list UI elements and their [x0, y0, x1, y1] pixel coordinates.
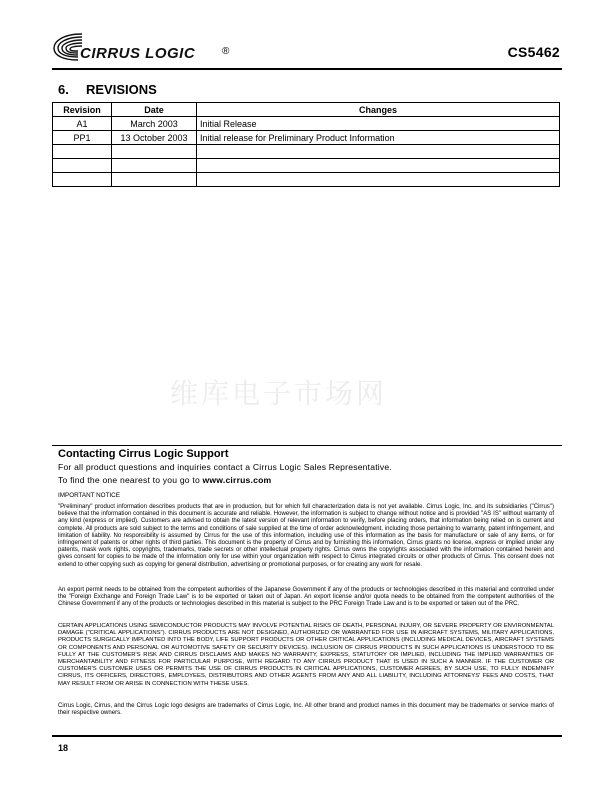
contact-line-2 — [58, 475, 271, 485]
table-header-row — [53, 103, 560, 117]
section-heading: REVISIONS — [86, 82, 157, 97]
changes-cell: Initial release for Preliminary Product Information — [197, 131, 560, 145]
revision-cell: A1 — [53, 117, 112, 131]
page-number: 18 — [58, 743, 69, 753]
table-row — [53, 131, 560, 145]
notice-paragraph-2: An export permit needs to be obtained from the competent authorities of the Japanese Government if any of the products or technologies described in this material and controlled under the "Foreign Exchange and Foreign Trade Law" is to be exported or taken out of Japan. An export license and/or quota needs to be obtained from the competent authorities of the Chinese Government if any of the products or technologies described in this material is subject to the PRC Foreign Trade Law and is to be exported or taken out of the PRC. — [58, 587, 554, 608]
header-rule — [52, 68, 562, 70]
table-row — [53, 145, 560, 159]
section-number: 6. — [58, 82, 69, 97]
contact-line-2-prefix: To find the one nearest to you go to — [58, 475, 203, 485]
watermark: 维库电子市场网 — [170, 377, 388, 410]
changes-cell — [197, 159, 560, 173]
revision-cell: PP1 — [53, 131, 112, 145]
contact-rule — [52, 445, 562, 446]
changes-cell — [197, 173, 560, 187]
date-cell — [112, 159, 197, 173]
date-cell — [112, 173, 197, 187]
contact-heading: Contacting Cirrus Logic Support — [58, 448, 229, 460]
table-row — [53, 117, 560, 131]
contact-line-1: For all product questions and inquiries contact a Cirrus Logic Sales Representative. — [58, 462, 392, 472]
column-header: Date — [112, 103, 197, 117]
registered-mark: ® — [222, 46, 230, 57]
column-header: Revision — [53, 103, 112, 117]
revision-cell — [53, 159, 112, 173]
revision-cell — [53, 173, 112, 187]
section-title — [58, 82, 157, 97]
logo-text: CIRRUS LOGIC — [80, 45, 196, 62]
notice-paragraph-1: "Preliminary" product information describes products that are in production, but for which full characterization data is not yet available. Cirrus Logic, Inc. and its subsidiaries ("Cirrus") believe that the information contained in this document is accurate and reliable. However, the information is subject to change without notice and is provided "AS IS" without warranty of any kind (express or implied). Customers are advised to obtain the latest version of relevant information to verify, before placing orders, that information being relied on is current and complete. All products are sold subject to the terms and conditions of sale supplied at the time of order acknowledgment, including those pertaining to warranty, patent infringement, and limitation of liability. No responsibility is assumed by Cirrus for the use of this information, including use of this information as the basis for manufacture or sale of any items, or for infringement of patents or other rights of third parties. This document is the property of Cirrus and by furnishing this information, Cirrus grants no license, express or implied under any patents, mask work rights, copyrights, trademarks, trade secrets or other intellectual property rights. Cirrus owns the copyrights associated with the information contained herein and gives consent for copies to be made of the information only for use within your organization with respect to Cirrus integrated circuits or other products of Cirrus. This consent does not extend to other copying such as copying for general distribution, advertising or promotional purposes, or for creating any work for resale. — [58, 504, 554, 568]
revision-cell — [53, 145, 112, 159]
changes-cell: Initial Release — [197, 117, 560, 131]
website-link[interactable]: www.cirrus.com — [202, 475, 272, 485]
table-row — [53, 159, 560, 173]
part-number: CS5462 — [507, 44, 560, 60]
revisions-table — [52, 102, 560, 187]
date-cell: March 2003 — [112, 117, 197, 131]
date-cell — [112, 145, 197, 159]
notice-paragraph-3: CERTAIN APPLICATIONS USING SEMICONDUCTOR PRODUCTS MAY INVOLVE POTENTIAL RISKS OF DEATH, PERSONAL INJURY, OR SEVERE PROPERTY OR ENVIRONMENTAL DAMAGE ("CRITICAL APPLICATIONS"). CIRRUS PRODUCTS ARE NOT DESIGNED, AUTHORIZED OR WARRANTED FOR USE IN AIRCRAFT SYSTEMS, MILITARY APPLICATIONS, PRODUCTS SURGICALLY IMPLANTED INTO THE BODY, LIFE SUPPORT PRODUCTS OR OTHER CRITICAL APPLICATIONS (INCLUDING MEDICAL DEVICES, AIRCRAFT SYSTEMS OR COMPONENTS AND PERSONAL OR AUTOMOTIVE SAFETY OR SECURITY DEVICES). INCLUSION OF CIRRUS PRODUCTS IN SUCH APPLICATIONS IS UNDERSTOOD TO BE FULLY AT THE CUSTOMER'S RISK AND CIRRUS DISCLAIMS AND MAKES NO WARRANTY, EXPRESS, STATUTORY OR IMPLIED, INCLUDING THE IMPLIED WARRANTIES OF MERCHANTABILITY AND FITNESS FOR PARTICULAR PURPOSE, WITH REGARD TO ANY CIRRUS PRODUCT THAT IS USED IN SUCH A MANNER. IF THE CUSTOMER OR CUSTOMER'S CUSTOMER USES OR PERMITS THE USE OF CIRRUS PRODUCTS IN CRITICAL APPLICATIONS, CUSTOMER AGREES, BY SUCH USE, TO FULLY INDEMNIFY CIRRUS, ITS OFFICERS, DIRECTORS, EMPLOYEES, DISTRIBUTORS AND OTHER AGENTS FROM ANY AND ALL LIABILITY, INCLUDING ATTORNEYS' FEES AND COSTS, THAT MAY RESULT FROM OR ARISE IN CONNECTION WITH THESE USES. — [58, 623, 554, 687]
notice-label: IMPORTANT NOTICE — [58, 492, 120, 499]
changes-cell — [197, 145, 560, 159]
footer-rule — [52, 735, 562, 737]
column-header: Changes — [197, 103, 560, 117]
table-row — [53, 173, 560, 187]
date-cell: 13 October 2003 — [112, 131, 197, 145]
notice-paragraph-4: Cirrus Logic, Cirrus, and the Cirrus Logic logo designs are trademarks of Cirrus Logic, Inc. All other brand and product names in this document may be trademarks or service marks of their respective owners. — [58, 703, 554, 717]
